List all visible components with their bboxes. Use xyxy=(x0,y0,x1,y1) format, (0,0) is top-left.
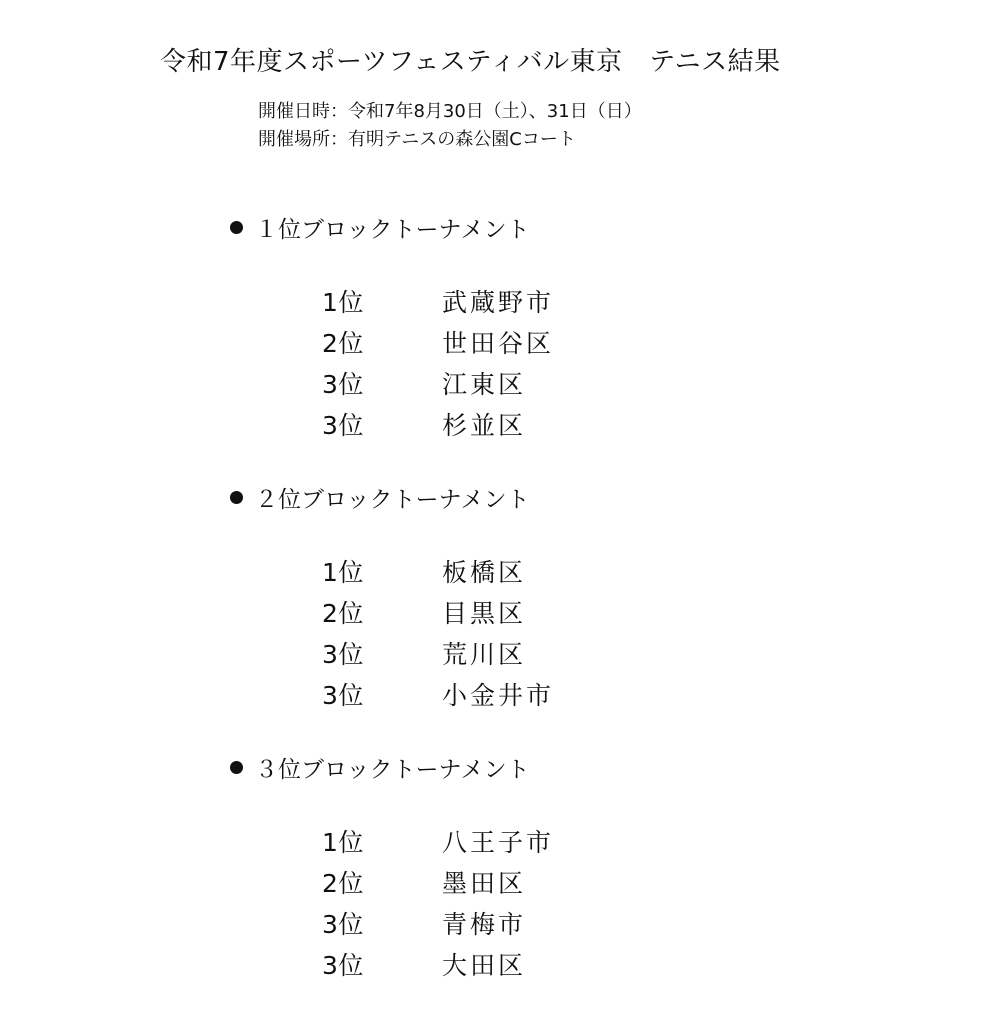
rank-label: 1位 xyxy=(322,287,364,317)
block-heading-text: ２位ブロックトーナメント xyxy=(255,486,530,513)
result-row xyxy=(322,902,730,943)
bullet-icon xyxy=(230,491,243,504)
team-name: 青梅市 xyxy=(442,909,527,939)
result-row xyxy=(322,321,730,362)
rank-label: 3位 xyxy=(322,680,364,710)
block-heading-text: １位ブロックトーナメント xyxy=(255,216,530,243)
block-2-section xyxy=(230,480,730,714)
team-name: 大田区 xyxy=(442,950,527,980)
team-name: 江東区 xyxy=(442,369,527,399)
event-venue: 開催場所：有明テニスの森公園Cコート xyxy=(258,129,576,150)
block-3-results xyxy=(322,820,730,984)
document-title: 令和7年度スポーツフェスティバル東京 テニス結果 xyxy=(160,47,781,77)
rank-label: 3位 xyxy=(322,639,364,669)
rank-label: 3位 xyxy=(322,950,364,980)
event-info xyxy=(258,98,642,154)
rank-label: 3位 xyxy=(322,369,364,399)
rank-label: 1位 xyxy=(322,557,364,587)
team-name: 荒川区 xyxy=(442,639,527,669)
rank-label: 1位 xyxy=(322,827,364,857)
rank-label: 3位 xyxy=(322,909,364,939)
result-row xyxy=(322,943,730,984)
block-heading-text: ３位ブロックトーナメント xyxy=(255,756,530,783)
team-name: 目黒区 xyxy=(442,598,527,628)
block-1-results xyxy=(322,280,730,444)
block-1-heading xyxy=(230,210,730,244)
result-row xyxy=(322,820,730,861)
event-date: 開催日時：令和7年8月30日（土）、31日（日） xyxy=(258,101,642,122)
bullet-icon xyxy=(230,221,243,234)
rank-label: 2位 xyxy=(322,598,364,628)
rank-label: 3位 xyxy=(322,410,364,440)
team-name: 杉並区 xyxy=(442,410,527,440)
team-name: 板橋区 xyxy=(442,557,527,587)
block-3-section xyxy=(230,750,730,984)
bullet-icon xyxy=(230,761,243,774)
result-row xyxy=(322,673,730,714)
result-row xyxy=(322,632,730,673)
block-3-heading xyxy=(230,750,730,784)
team-name: 八王子市 xyxy=(442,827,555,857)
block-2-heading xyxy=(230,480,730,514)
result-row xyxy=(322,550,730,591)
team-name: 小金井市 xyxy=(442,680,555,710)
rank-label: 2位 xyxy=(322,328,364,358)
block-1-section xyxy=(230,210,730,444)
team-name: 世田谷区 xyxy=(442,328,555,358)
result-row xyxy=(322,403,730,444)
result-row xyxy=(322,591,730,632)
result-row xyxy=(322,280,730,321)
result-row xyxy=(322,861,730,902)
block-2-results xyxy=(322,550,730,714)
team-name: 武蔵野市 xyxy=(442,287,555,317)
rank-label: 2位 xyxy=(322,868,364,898)
team-name: 墨田区 xyxy=(442,868,527,898)
result-row xyxy=(322,362,730,403)
